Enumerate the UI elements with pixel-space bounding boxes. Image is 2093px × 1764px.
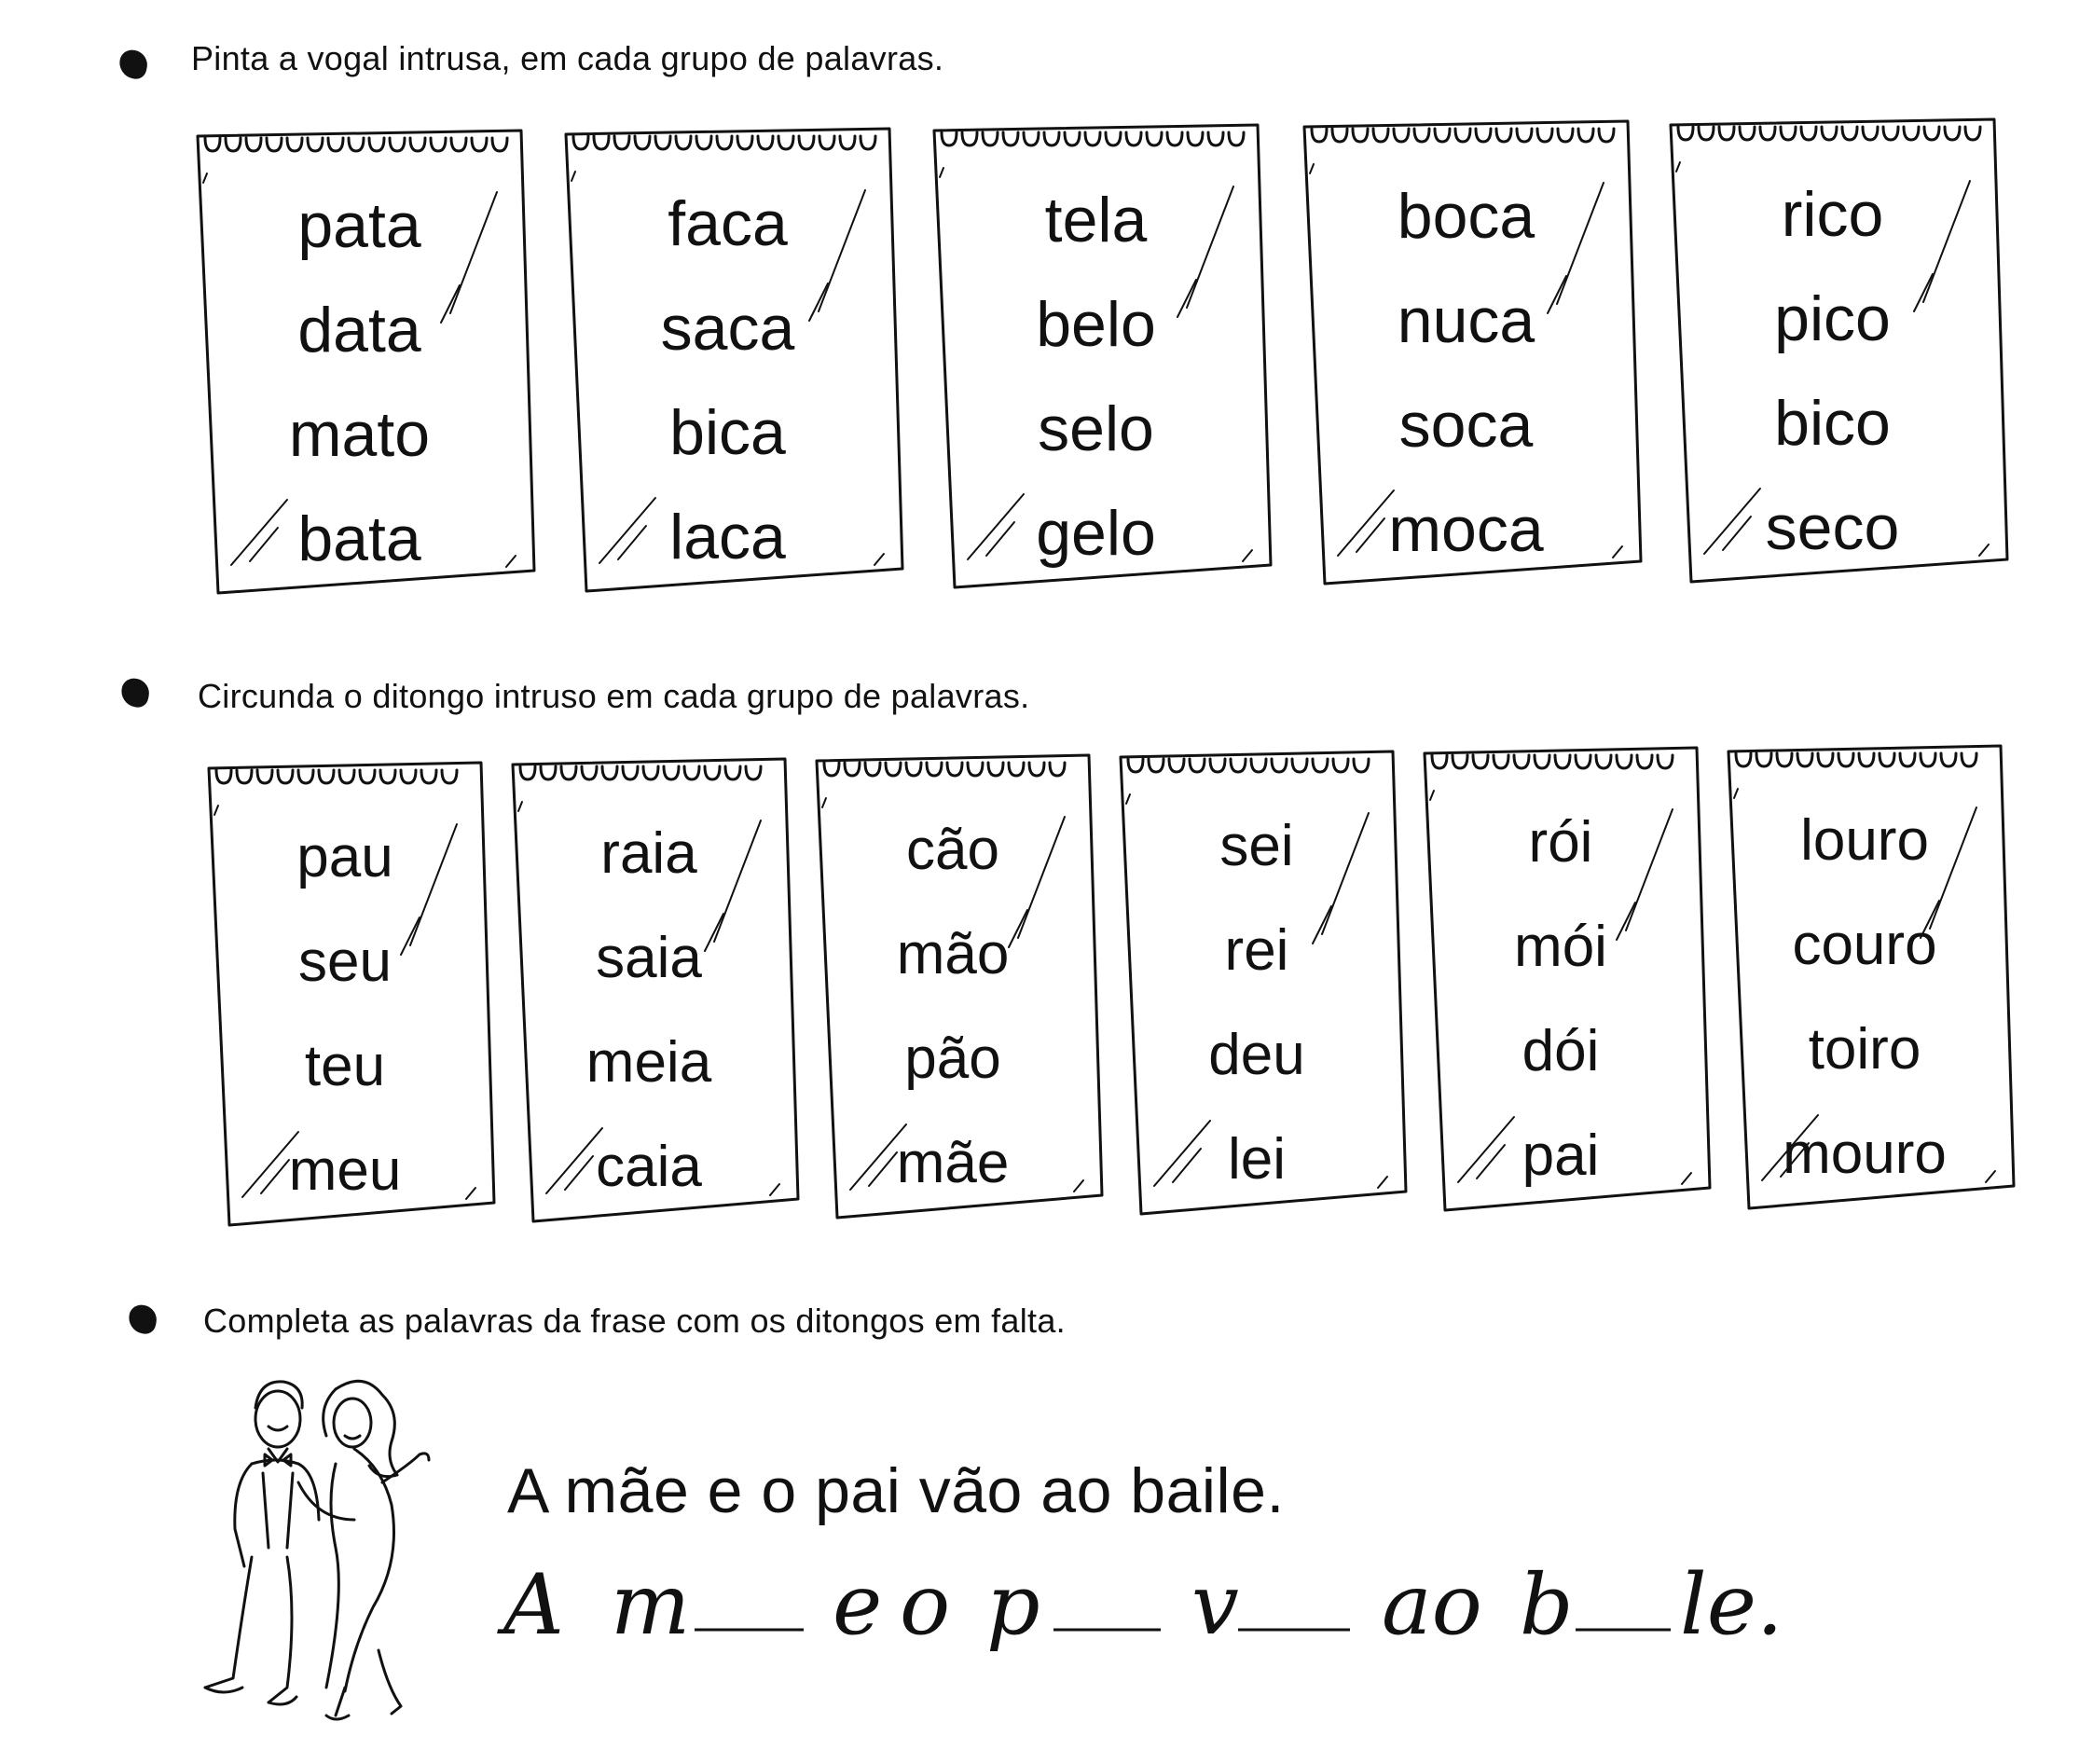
word[interactable]: bica xyxy=(669,397,786,468)
section2-instruction: Circunda o ditongo intruso em cada grupo de palavras. xyxy=(198,677,1030,715)
word[interactable]: mói xyxy=(1514,915,1607,979)
cursive-b: b xyxy=(1520,1556,1574,1654)
cursive-a: A xyxy=(503,1556,564,1654)
word[interactable]: pata xyxy=(297,190,421,261)
word[interactable]: bata xyxy=(297,503,421,574)
word[interactable]: moca xyxy=(1388,494,1544,565)
word[interactable]: seco xyxy=(1765,492,1900,563)
sentence-print: A mãe e o pai vão ao baile. xyxy=(507,1455,1285,1526)
word[interactable]: rico xyxy=(1781,179,1884,250)
word[interactable]: belo xyxy=(1036,289,1156,360)
word[interactable]: selo xyxy=(1038,393,1154,464)
word[interactable]: laca xyxy=(669,502,786,572)
word[interactable]: bico xyxy=(1774,388,1891,459)
word[interactable]: mão xyxy=(896,922,1010,986)
word[interactable]: sei xyxy=(1219,814,1294,878)
word[interactable]: saia xyxy=(596,926,702,990)
word[interactable]: soca xyxy=(1398,390,1534,461)
word[interactable]: rei xyxy=(1224,918,1289,983)
cursive-o: o xyxy=(900,1556,951,1654)
word[interactable]: pico xyxy=(1774,283,1891,354)
cursive-ao: ao xyxy=(1382,1556,1482,1654)
cursive-e: e xyxy=(833,1556,883,1654)
word[interactable]: lei xyxy=(1227,1127,1287,1192)
word[interactable]: meia xyxy=(585,1030,712,1095)
word[interactable]: nuca xyxy=(1397,285,1535,356)
word[interactable]: mouro xyxy=(1783,1122,1947,1186)
word[interactable]: meu xyxy=(288,1138,402,1203)
word[interactable]: cão xyxy=(906,818,999,882)
cursive-p: p xyxy=(986,1556,1040,1654)
cursive-v: v xyxy=(1191,1556,1239,1654)
word[interactable]: seu xyxy=(298,930,392,994)
cursive-le: le. xyxy=(1680,1556,1783,1654)
word[interactable]: saca xyxy=(660,293,795,364)
section3-instruction: Completa as palavras da frase com os ditongos em falta. xyxy=(203,1302,1066,1340)
word[interactable]: mãe xyxy=(896,1131,1010,1195)
word[interactable]: mato xyxy=(288,399,431,470)
word[interactable]: rói xyxy=(1528,810,1593,875)
word[interactable]: deu xyxy=(1208,1023,1305,1087)
word[interactable]: gelo xyxy=(1036,498,1156,569)
word[interactable]: pão xyxy=(904,1027,1001,1091)
word[interactable]: faca xyxy=(668,188,788,259)
word[interactable]: pau xyxy=(296,825,393,889)
word[interactable]: data xyxy=(297,295,421,365)
word[interactable]: tela xyxy=(1044,185,1148,255)
word[interactable]: dói xyxy=(1522,1019,1600,1083)
word[interactable]: boca xyxy=(1397,181,1535,252)
cursive-m: m xyxy=(611,1556,691,1654)
word[interactable]: raia xyxy=(600,821,697,886)
word[interactable]: pai xyxy=(1522,1123,1600,1188)
word[interactable]: couro xyxy=(1792,913,1937,977)
word[interactable]: louro xyxy=(1800,808,1929,873)
section1-instruction: Pinta a vogal intrusa, em cada grupo de palavras. xyxy=(191,39,944,77)
word[interactable]: teu xyxy=(304,1034,386,1098)
word[interactable]: toiro xyxy=(1808,1017,1921,1082)
word[interactable]: caia xyxy=(596,1135,702,1199)
